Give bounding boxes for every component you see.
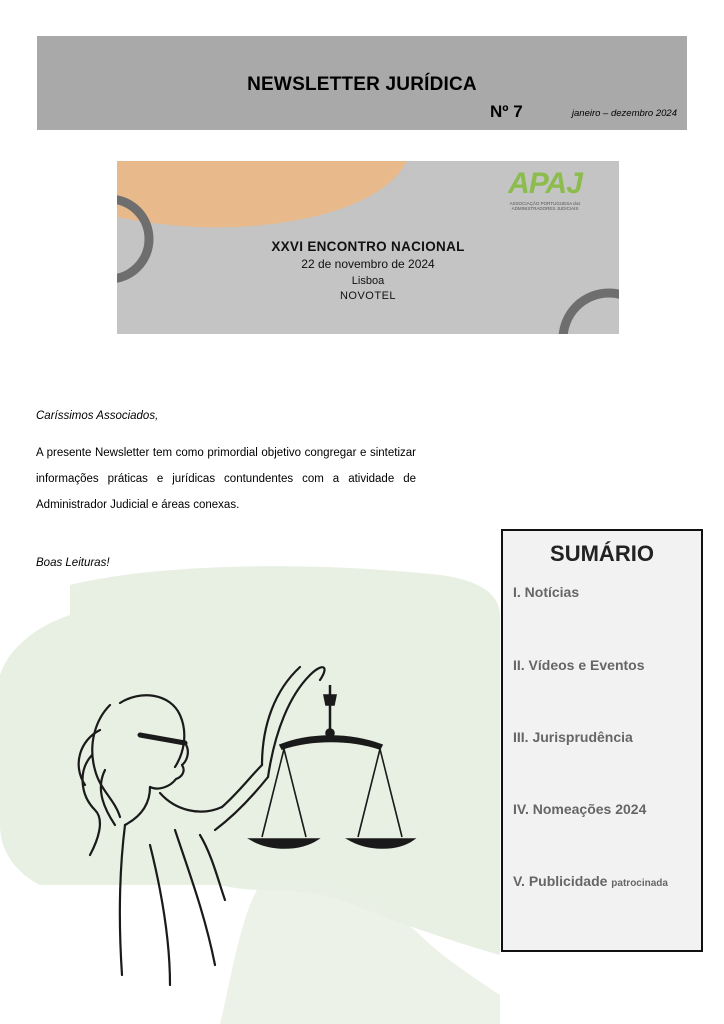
summary-item-label: V. Publicidade <box>513 873 608 889</box>
banner-peach-shape <box>117 161 407 227</box>
summary-item-nomeacoes[interactable] <box>513 801 646 817</box>
summary-title: SUMÁRIO <box>550 541 654 566</box>
summary-item-label: III. Jurisprudência <box>513 729 633 745</box>
watercolor-wash <box>0 566 500 955</box>
letter-body: A presente Newsletter tem como primordial objetivo congregar e sintetizar informações práticas e jurídicas contundentes com a atividade de Administrador Judicial e áreas conexas. <box>36 447 416 511</box>
summary-item-jurisprudencia[interactable] <box>513 729 633 745</box>
event-city: Lisboa <box>351 275 385 287</box>
summary-item-videos-eventos[interactable] <box>513 657 645 673</box>
summary-item-publicidade[interactable] <box>513 873 668 889</box>
summary-item-label: I. Notícias <box>513 584 580 600</box>
issue-period: janeiro – dezembro 2024 <box>571 108 677 119</box>
event-venue: NOVOTEL <box>339 290 397 302</box>
apaj-logo-text: APAJ <box>508 167 582 200</box>
letter-signoff: Boas Leituras! <box>36 557 110 569</box>
event-banner <box>117 161 619 334</box>
letter-greeting: Caríssimos Associados, <box>36 410 159 422</box>
summary-box <box>501 529 703 952</box>
summary-item-label: II. Vídeos e Eventos <box>513 657 645 673</box>
apaj-logo <box>495 167 595 211</box>
summary-item-suffix: patrocinada <box>611 878 668 889</box>
event-date: 22 de novembro de 2024 <box>301 257 435 271</box>
event-title: XXVI ENCONTRO NACIONAL <box>271 239 465 254</box>
summary-item-label: IV. Nomeações 2024 <box>513 801 647 817</box>
summary-item-noticias[interactable] <box>513 584 579 600</box>
lady-justice-scales-icon <box>0 555 500 1024</box>
newsletter-header <box>37 36 687 130</box>
issue-number: Nº 7 <box>490 102 523 121</box>
apaj-logo-subtext: ASSOCIAÇÃO PORTUGUESA dos ADMINISTRADORES JUDICIAIS <box>509 201 581 211</box>
newsletter-title: NEWSLETTER JURÍDICA <box>247 74 477 95</box>
